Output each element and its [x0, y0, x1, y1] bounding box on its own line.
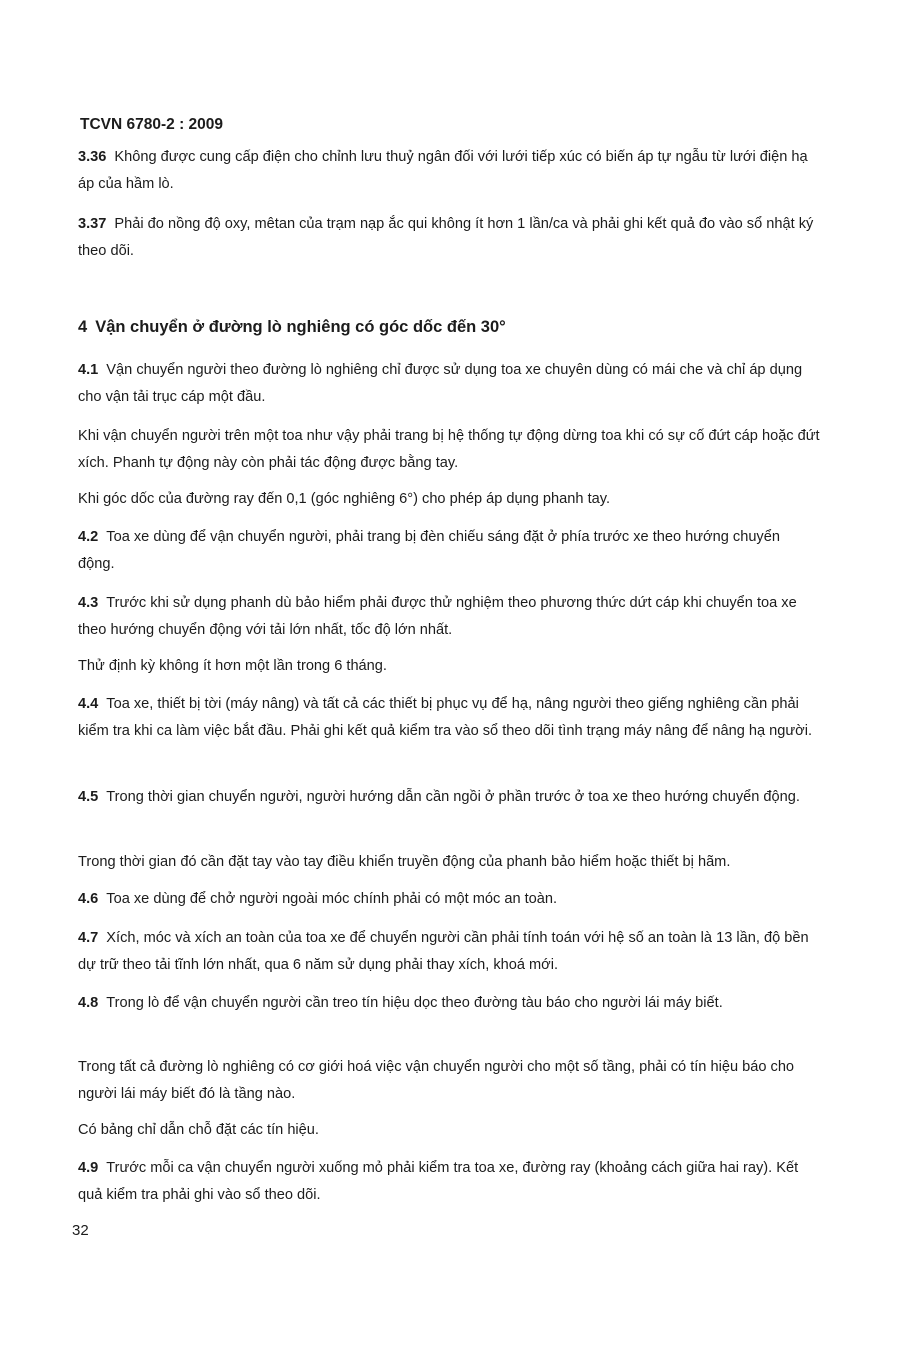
paragraph-4-3 [78, 590, 820, 643]
paragraph-number: 4.7 [78, 930, 99, 946]
paragraph-text: Vận chuyển người theo đường lò nghiêng chỉ được sử dụng toa xe chuyên dùng có mái che và chỉ áp dụng cho vận tải trục cáp một đầu. [78, 362, 803, 405]
paragraph-number: 4.2 [78, 529, 99, 545]
page-number: 32 [72, 1222, 89, 1239]
paragraph-text: Khi vận chuyển người trên một toa như vậy phải trang bị hệ thống tự động dừng toa khi có sự cố đứt cáp hoặc đứt xích. Phanh tự động này còn phải tác động được bằng tay. [78, 428, 820, 471]
paragraph-text: Trước mỗi ca vận chuyển người xuống mỏ phải kiểm tra toa xe, đường ray (khoảng cách giữa hai ray). Kết quả kiểm tra phải ghi vào sổ theo dõi. [78, 1160, 799, 1203]
paragraph-3-37 [78, 211, 820, 264]
paragraph-text: Có bảng chỉ dẫn chỗ đặt các tín hiệu. [78, 1122, 319, 1138]
paragraph-text: Khi góc dốc của đường ray đến 0,1 (góc nghiêng 6°) cho phép áp dụng phanh tay. [78, 491, 611, 507]
paragraph-text: Toa xe, thiết bị tời (máy nâng) và tất cả các thiết bị phục vụ để hạ, nâng người theo giếng nghiêng cần phải kiểm tra khi ca làm việc bắt đầu. Phải ghi kết quả kiểm tra vào sổ theo dõi tình trạng máy nâng để nâng hạ người. [78, 696, 813, 739]
paragraph-4-8-c [78, 1117, 820, 1144]
paragraph-4-4 [78, 691, 820, 744]
paragraph-number: 4.1 [78, 362, 99, 378]
paragraph-number: 4.8 [78, 995, 99, 1011]
paragraph-4-8-b [78, 1054, 820, 1107]
paragraph-text: Toa xe dùng để vận chuyển người, phải trang bị đèn chiếu sáng đặt ở phía trước xe theo hướng chuyển động. [78, 529, 780, 572]
document-header: TCVN 6780-2 : 2009 [80, 116, 224, 133]
section-heading [78, 318, 506, 337]
paragraph-4-1-b [78, 423, 820, 476]
paragraph-text: Toa xe dùng để chở người ngoài móc chính phải có một móc an toàn. [106, 891, 558, 907]
paragraph-text: Trước khi sử dụng phanh dù bảo hiểm phải được thử nghiệm theo phương thức dứt cáp khi chuyển toa xe theo hướng chuyển động với tải lớn nhất, tốc độ lớn nhất. [78, 595, 797, 638]
paragraph-4-2 [78, 524, 820, 577]
paragraph-4-5 [78, 784, 820, 811]
paragraph-text: Xích, móc và xích an toàn của toa xe để chuyển người cần phải tính toán với hệ số an toàn là 13 lần, độ bền dự trữ theo tải tĩnh lớn nhất, qua 6 năm sử dụng phải thay xích, khoá mới. [78, 930, 809, 973]
paragraph-4-3-b [78, 653, 820, 680]
paragraph-number: 4.5 [78, 789, 99, 805]
paragraph-4-5-b [78, 849, 820, 876]
paragraph-4-8 [78, 990, 820, 1017]
paragraph-4-6 [78, 886, 820, 913]
paragraph-text: Phải đo nồng độ oxy, mêtan của trạm nạp ắc qui không ít hơn 1 lần/ca và phải ghi kết quả đo vào sổ nhật ký theo dõi. [78, 216, 814, 259]
paragraph-text: Trong thời gian đó cần đặt tay vào tay điều khiển truyền động của phanh bảo hiểm hoặc thiết bị hãm. [78, 854, 731, 870]
paragraph-text: Không được cung cấp điện cho chỉnh lưu thuỷ ngân đối với lưới tiếp xúc có biến áp tự ngẫu từ lưới điện hạ áp của hầm lò. [78, 149, 808, 192]
paragraph-text: Trong lò để vận chuyển người cần treo tín hiệu dọc theo đường tàu báo cho người lái máy biết. [106, 995, 723, 1011]
paragraph-number: 4.6 [78, 891, 99, 907]
paragraph-4-9 [78, 1155, 820, 1208]
paragraph-text: Trong thời gian chuyển người, người hướng dẫn cần ngồi ở phần trước ở toa xe theo hướng chuyển động. [106, 789, 800, 805]
section-number: 4 [78, 318, 88, 336]
paragraph-number: 4.4 [78, 696, 99, 712]
paragraph-number: 3.36 [78, 149, 107, 165]
paragraph-number: 4.3 [78, 595, 99, 611]
paragraph-text: Thử định kỳ không ít hơn một lần trong 6 tháng. [78, 658, 387, 674]
section-title-text: Vận chuyển ở đường lò nghiêng có góc dốc đến 30° [95, 318, 506, 336]
paragraph-number: 3.37 [78, 216, 107, 232]
paragraph-number: 4.9 [78, 1160, 99, 1176]
paragraph-4-1-c [78, 486, 820, 513]
paragraph-4-7 [78, 925, 820, 978]
paragraph-4-1 [78, 357, 820, 410]
paragraph-text: Trong tất cả đường lò nghiêng có cơ giới hoá việc vận chuyển người cho một số tầng, phải có tín hiệu báo cho người lái máy biết đó là tầng nào. [78, 1059, 795, 1102]
paragraph-3-36 [78, 144, 820, 197]
